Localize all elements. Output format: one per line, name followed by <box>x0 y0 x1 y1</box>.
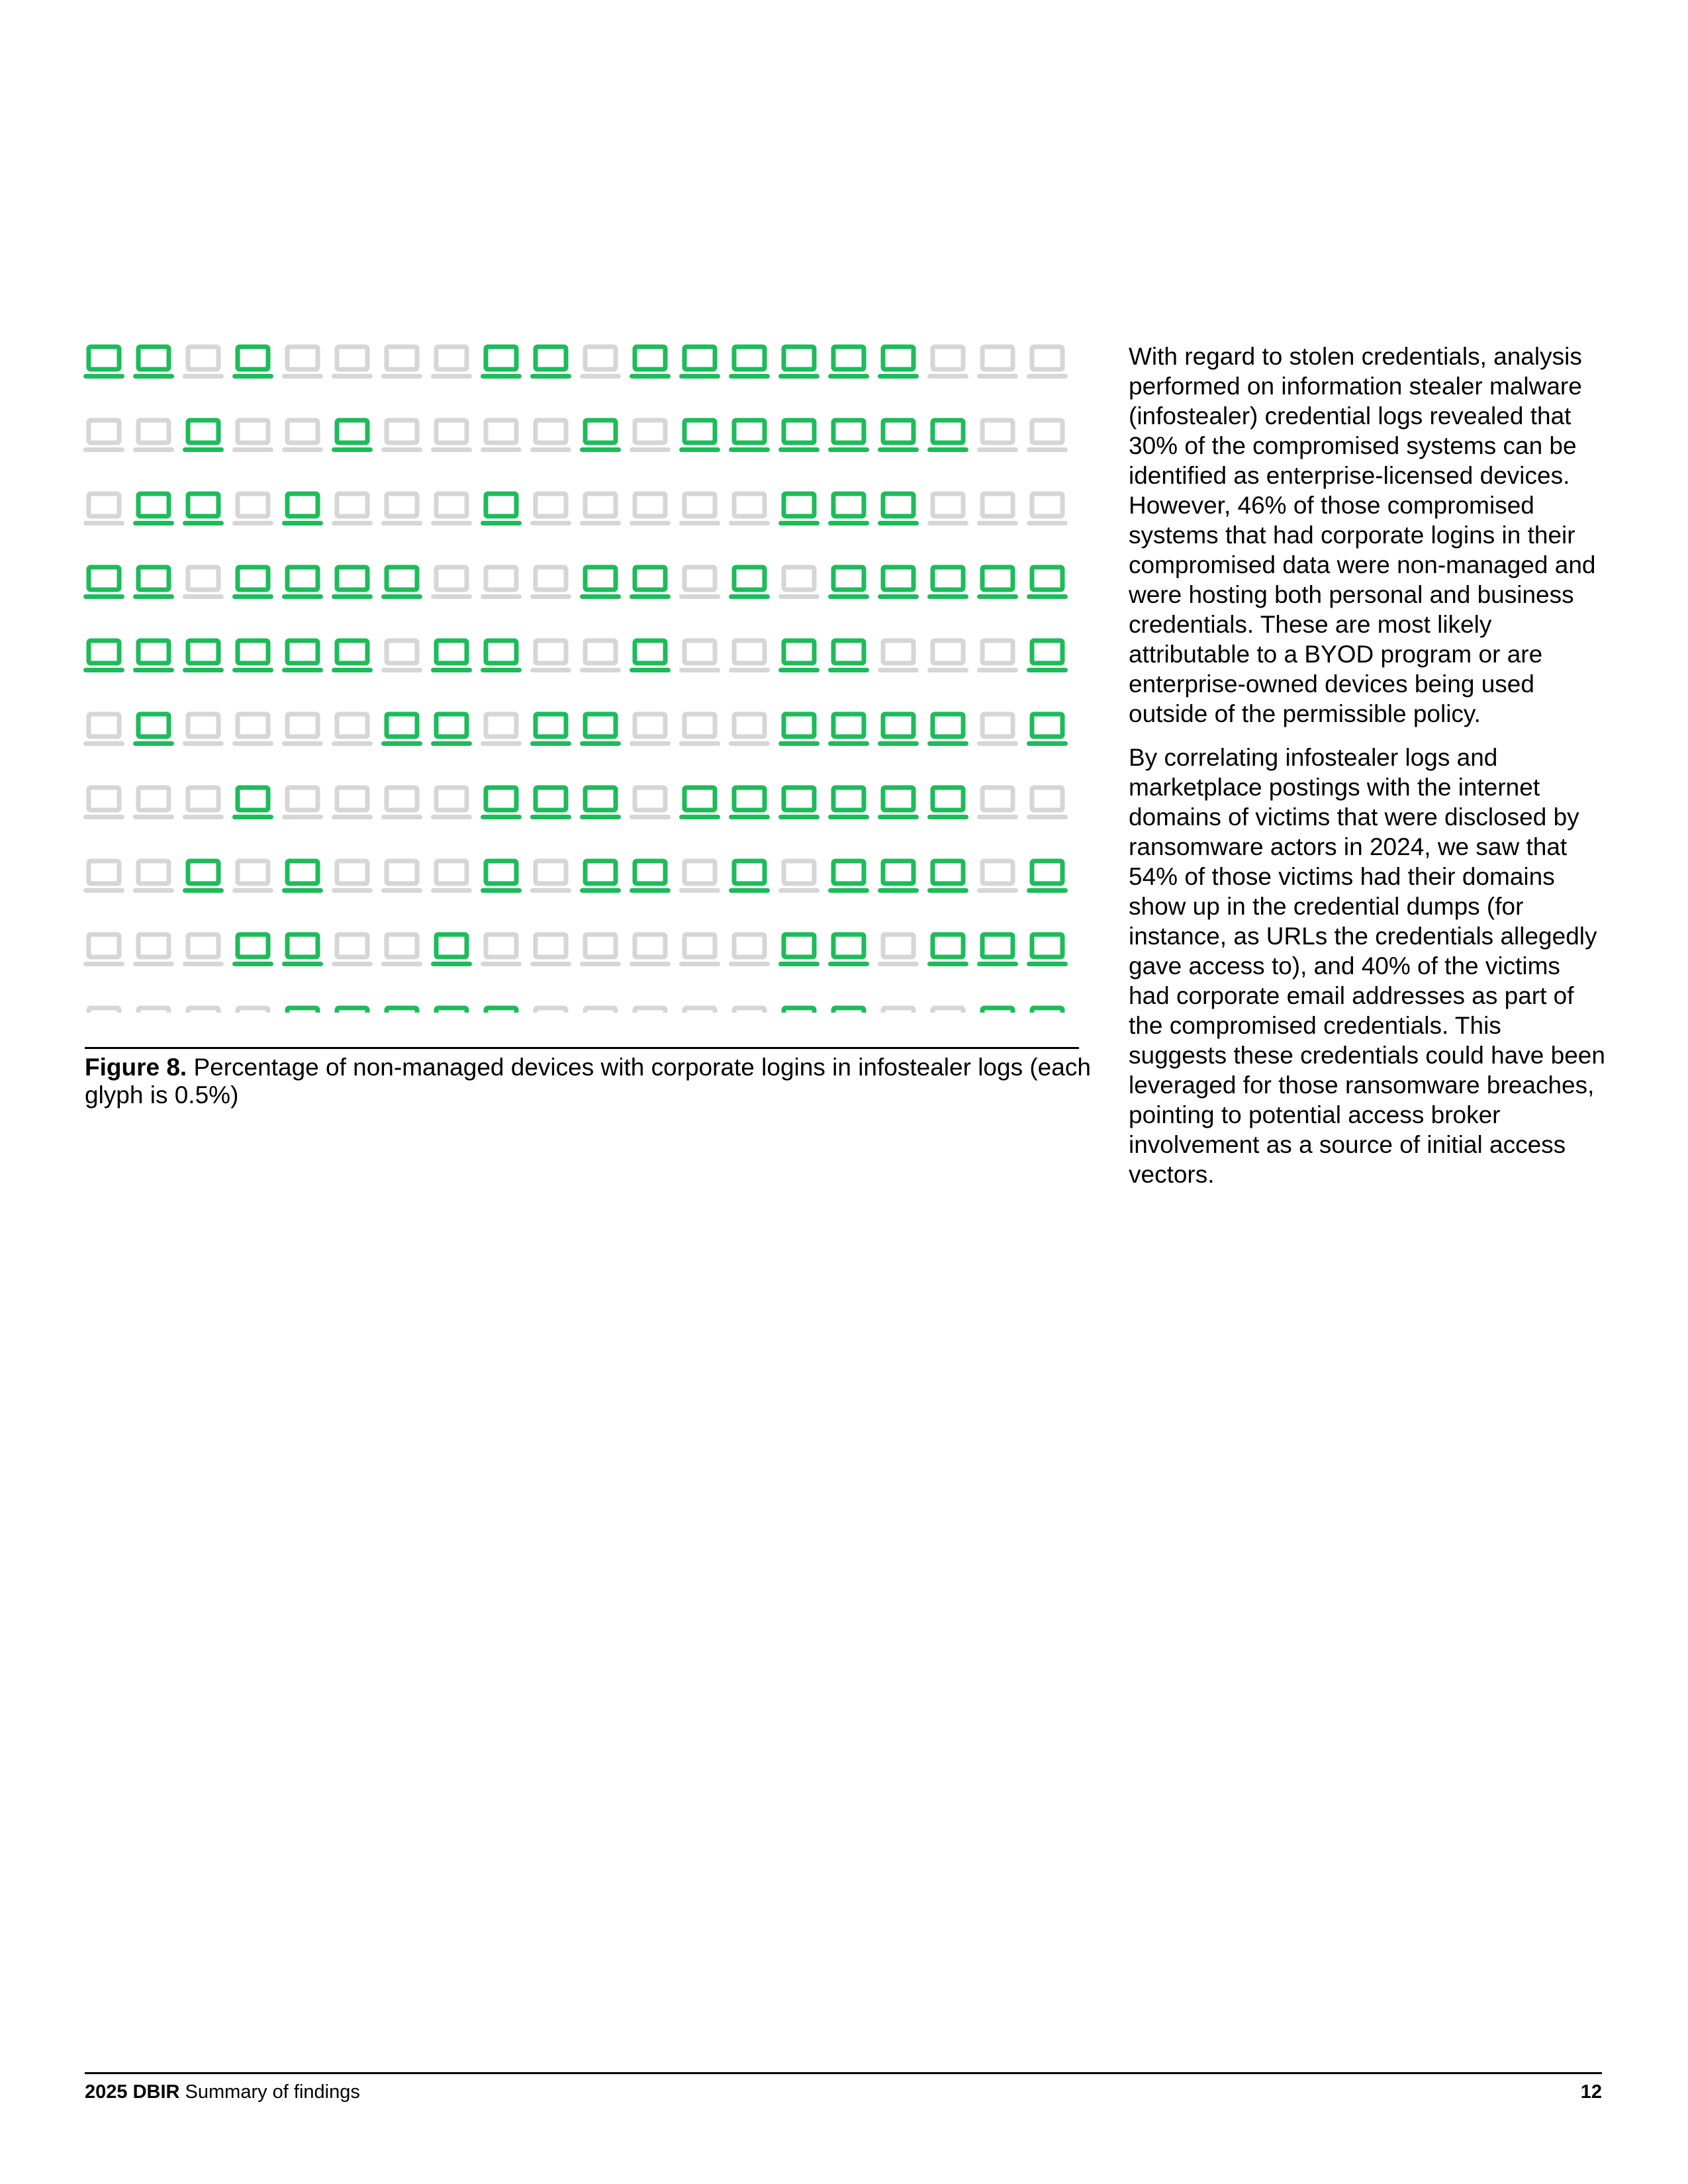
laptop-icon <box>679 788 720 819</box>
laptop-icon <box>828 788 869 819</box>
laptop-icon <box>481 641 522 672</box>
laptop-icon <box>431 641 472 672</box>
laptop-icon <box>630 714 671 746</box>
laptop-icon <box>332 934 373 966</box>
laptop-icon <box>83 861 124 893</box>
laptop-icon <box>630 641 671 672</box>
body-paragraph-1: With regard to stolen credentials, analysis performed on information stealer malware (infostealer) credential logs revealed that 30% of the compromised systems can be identified as enterprise-licensed devices. However, 46% of those compromised systems that had corporate logins in their compromised data were non-managed and were hosting both personal and business credentials. These are most likely attributable to a BYOD program or are enterprise-owned devices being used outside of the permissible policy. <box>1129 343 1596 727</box>
laptop-icon <box>530 861 571 893</box>
footer-report-title <box>85 2081 360 2103</box>
laptop-icon <box>729 347 770 379</box>
laptop-icon <box>630 347 671 379</box>
figure-caption-text: Percentage of non-managed devices with corporate logins in infostealer logs (each glyph is 0.5%) <box>85 1054 1091 1109</box>
laptop-icon <box>183 641 224 672</box>
laptop-icon <box>679 714 720 746</box>
laptop-icon <box>927 347 968 379</box>
laptop-icon <box>580 567 621 599</box>
laptop-icon <box>878 494 919 525</box>
laptop-icon <box>481 934 522 966</box>
laptop-icon <box>282 934 323 966</box>
laptop-icon <box>381 861 422 893</box>
laptop-icon <box>1027 788 1068 819</box>
laptop-icon <box>83 934 124 966</box>
laptop-icon <box>1027 567 1068 599</box>
laptop-icon <box>431 420 472 452</box>
laptop-icon <box>729 494 770 525</box>
laptop-icon <box>778 861 820 893</box>
laptop-icon <box>83 641 124 672</box>
laptop-icon <box>183 934 224 966</box>
laptop-icon <box>977 567 1018 599</box>
laptop-icon <box>431 567 472 599</box>
laptop-icon <box>580 861 621 893</box>
laptop-icon <box>878 1008 919 1013</box>
laptop-icon <box>828 1008 869 1013</box>
laptop-icon <box>927 714 968 746</box>
laptop-icon <box>282 1008 323 1013</box>
laptop-icon <box>729 420 770 452</box>
laptop-icon <box>828 567 869 599</box>
laptop-icon <box>828 934 869 966</box>
laptop-icon <box>828 347 869 379</box>
laptop-icon <box>83 420 124 452</box>
laptop-icon <box>381 347 422 379</box>
laptop-icon <box>232 861 273 893</box>
laptop-icon <box>878 861 919 893</box>
laptop-icon <box>332 567 373 599</box>
laptop-icon <box>183 1008 224 1013</box>
laptop-icon <box>927 934 968 966</box>
laptop-icon <box>630 420 671 452</box>
laptop-icon <box>729 641 770 672</box>
laptop-icon <box>878 788 919 819</box>
laptop-icon <box>481 1008 522 1013</box>
laptop-icon <box>778 641 820 672</box>
laptop-icon <box>83 494 124 525</box>
laptop-icon <box>927 788 968 819</box>
laptop-icon <box>927 861 968 893</box>
laptop-icon <box>778 347 820 379</box>
laptop-icon <box>530 420 571 452</box>
laptop-icon <box>927 1008 968 1013</box>
laptop-icon <box>133 641 174 672</box>
laptop-icon <box>828 494 869 525</box>
laptop-icon <box>828 714 869 746</box>
footer-page-number: 12 <box>1580 2081 1602 2103</box>
laptop-icon <box>530 641 571 672</box>
laptop-icon <box>878 641 919 672</box>
laptop-icon <box>183 861 224 893</box>
laptop-icon <box>332 641 373 672</box>
laptop-icon <box>381 934 422 966</box>
laptop-icon <box>977 1008 1018 1013</box>
laptop-icon <box>332 861 373 893</box>
figure-caption <box>85 1054 1091 1109</box>
laptop-icon <box>878 347 919 379</box>
laptop-icon <box>977 641 1018 672</box>
laptop-icon <box>977 861 1018 893</box>
laptop-icon <box>1027 1008 1068 1013</box>
laptop-icon <box>133 861 174 893</box>
laptop-icon <box>977 494 1018 525</box>
laptop-icon <box>232 347 273 379</box>
laptop-icon <box>580 788 621 819</box>
laptop-icon <box>729 567 770 599</box>
laptop-icon <box>381 714 422 746</box>
laptop-icon <box>381 494 422 525</box>
laptop-icon <box>481 567 522 599</box>
laptop-icon <box>580 1008 621 1013</box>
laptop-icon <box>431 861 472 893</box>
laptop-icon <box>332 788 373 819</box>
laptop-icon <box>481 347 522 379</box>
laptop-icon <box>282 420 323 452</box>
laptop-icon <box>1027 641 1068 672</box>
laptop-icon <box>679 494 720 525</box>
laptop-icon <box>282 347 323 379</box>
laptop-icon <box>530 347 571 379</box>
laptop-icon <box>580 494 621 525</box>
laptop-icon <box>232 1008 273 1013</box>
laptop-icon <box>431 1008 472 1013</box>
laptop-icon <box>530 714 571 746</box>
laptop-icon <box>431 788 472 819</box>
laptop-icon <box>232 788 273 819</box>
laptop-icon <box>778 714 820 746</box>
laptop-icon <box>83 788 124 819</box>
laptop-icon <box>381 641 422 672</box>
laptop-icon <box>878 420 919 452</box>
laptop-icon <box>332 347 373 379</box>
laptop-icon <box>580 714 621 746</box>
laptop-icon <box>83 347 124 379</box>
laptop-icon <box>927 494 968 525</box>
laptop-icon <box>729 1008 770 1013</box>
laptop-icon <box>431 714 472 746</box>
laptop-icon <box>878 934 919 966</box>
laptop-icon <box>679 347 720 379</box>
laptop-icon <box>630 494 671 525</box>
laptop-icon <box>580 641 621 672</box>
laptop-icon <box>481 714 522 746</box>
laptop-icon <box>977 420 1018 452</box>
laptop-icon <box>232 641 273 672</box>
laptop-icon <box>977 934 1018 966</box>
laptop-icon <box>232 567 273 599</box>
laptop-icon <box>927 567 968 599</box>
laptop-icon <box>729 861 770 893</box>
laptop-icon <box>778 934 820 966</box>
laptop-icon <box>282 494 323 525</box>
laptop-icon <box>481 494 522 525</box>
laptop-icon <box>183 714 224 746</box>
laptop-icon <box>630 861 671 893</box>
laptop-icon <box>530 494 571 525</box>
laptop-icon <box>282 861 323 893</box>
laptop-icon <box>133 714 174 746</box>
laptop-icon <box>1027 714 1068 746</box>
laptop-icon <box>530 1008 571 1013</box>
laptop-icon <box>729 714 770 746</box>
laptop-icon <box>630 567 671 599</box>
laptop-icon <box>630 934 671 966</box>
laptop-icon <box>282 788 323 819</box>
laptop-icon <box>133 1008 174 1013</box>
laptop-icon <box>679 567 720 599</box>
footer-report-name: 2025 DBIR <box>85 2081 180 2103</box>
laptop-icon <box>133 420 174 452</box>
laptop-icon <box>679 420 720 452</box>
laptop-icon <box>381 420 422 452</box>
laptop-icon <box>679 861 720 893</box>
body-text-column <box>1129 341 1605 1203</box>
laptop-icon <box>927 420 968 452</box>
laptop-icon <box>232 420 273 452</box>
laptop-icon <box>381 567 422 599</box>
laptop-icon <box>580 934 621 966</box>
laptop-icon <box>183 420 224 452</box>
laptop-icon <box>481 861 522 893</box>
laptop-icon <box>927 641 968 672</box>
laptop-icon <box>282 567 323 599</box>
laptop-icon <box>133 788 174 819</box>
laptop-icon <box>481 788 522 819</box>
laptop-icon <box>332 420 373 452</box>
laptop-icon <box>778 567 820 599</box>
laptop-icon <box>1027 934 1068 966</box>
laptop-icon <box>183 494 224 525</box>
laptop-icon <box>580 347 621 379</box>
laptop-icon <box>580 420 621 452</box>
laptop-icon <box>431 347 472 379</box>
figure-caption-label: Figure 8. <box>85 1054 187 1081</box>
laptop-icon <box>1027 420 1068 452</box>
laptop-icon <box>183 788 224 819</box>
laptop-icon <box>431 494 472 525</box>
body-paragraph-2: By correlating infostealer logs and marketplace postings with the internet domains of victims that were disclosed by ransomware actors in 2024, we saw that 54% of those victims had their domains show up in the credential dumps (for instance, as URLs the credentials allegedly gave access to), and 40% of the victims had corporate email addresses as part of the compromised credentials. This suggests these credentials could have been leveraged for those ransomware breaches, pointing to potential access broker involvement as a source of initial access vectors. <box>1129 744 1605 1188</box>
laptop-icon <box>83 567 124 599</box>
laptop-icon <box>1027 861 1068 893</box>
laptop-icon <box>1027 494 1068 525</box>
laptop-icon <box>183 567 224 599</box>
laptop-icon <box>729 934 770 966</box>
figure-divider <box>85 1047 1079 1049</box>
laptop-icon <box>778 420 820 452</box>
laptop-icon <box>381 1008 422 1013</box>
laptop-icon <box>133 567 174 599</box>
laptop-icon <box>878 567 919 599</box>
laptop-icon <box>828 641 869 672</box>
laptop-icon <box>630 1008 671 1013</box>
laptop-icon <box>530 788 571 819</box>
laptop-icon <box>778 788 820 819</box>
laptop-icon <box>133 347 174 379</box>
laptop-icon <box>431 934 472 966</box>
laptop-icon <box>530 567 571 599</box>
laptop-icon <box>729 788 770 819</box>
footer-section-name: Summary of findings <box>185 2081 360 2103</box>
laptop-icon <box>977 788 1018 819</box>
laptop-icon <box>183 347 224 379</box>
laptop-icon <box>878 714 919 746</box>
laptop-icon <box>232 934 273 966</box>
laptop-icon <box>83 1008 124 1013</box>
laptop-icon <box>332 714 373 746</box>
laptop-icon <box>282 714 323 746</box>
laptop-icon <box>481 420 522 452</box>
laptop-icon <box>828 420 869 452</box>
laptop-icon <box>530 934 571 966</box>
laptop-icon <box>977 714 1018 746</box>
laptop-icon <box>1027 347 1068 379</box>
laptop-icon <box>679 1008 720 1013</box>
laptop-icon <box>83 714 124 746</box>
laptop-icon <box>778 494 820 525</box>
laptop-icon <box>679 934 720 966</box>
laptop-icon <box>282 641 323 672</box>
laptop-icon <box>332 1008 373 1013</box>
laptop-icon <box>381 788 422 819</box>
laptop-icon <box>133 934 174 966</box>
footer-divider <box>85 2072 1602 2074</box>
laptop-icon <box>630 788 671 819</box>
laptop-icon <box>778 1008 820 1013</box>
laptop-icon <box>828 861 869 893</box>
laptop-icon <box>679 641 720 672</box>
laptop-icon <box>232 494 273 525</box>
laptop-icon <box>977 347 1018 379</box>
laptop-icon <box>332 494 373 525</box>
laptop-icon <box>133 494 174 525</box>
laptop-icon <box>232 714 273 746</box>
infostealer-glyph-grid <box>83 344 1076 1013</box>
